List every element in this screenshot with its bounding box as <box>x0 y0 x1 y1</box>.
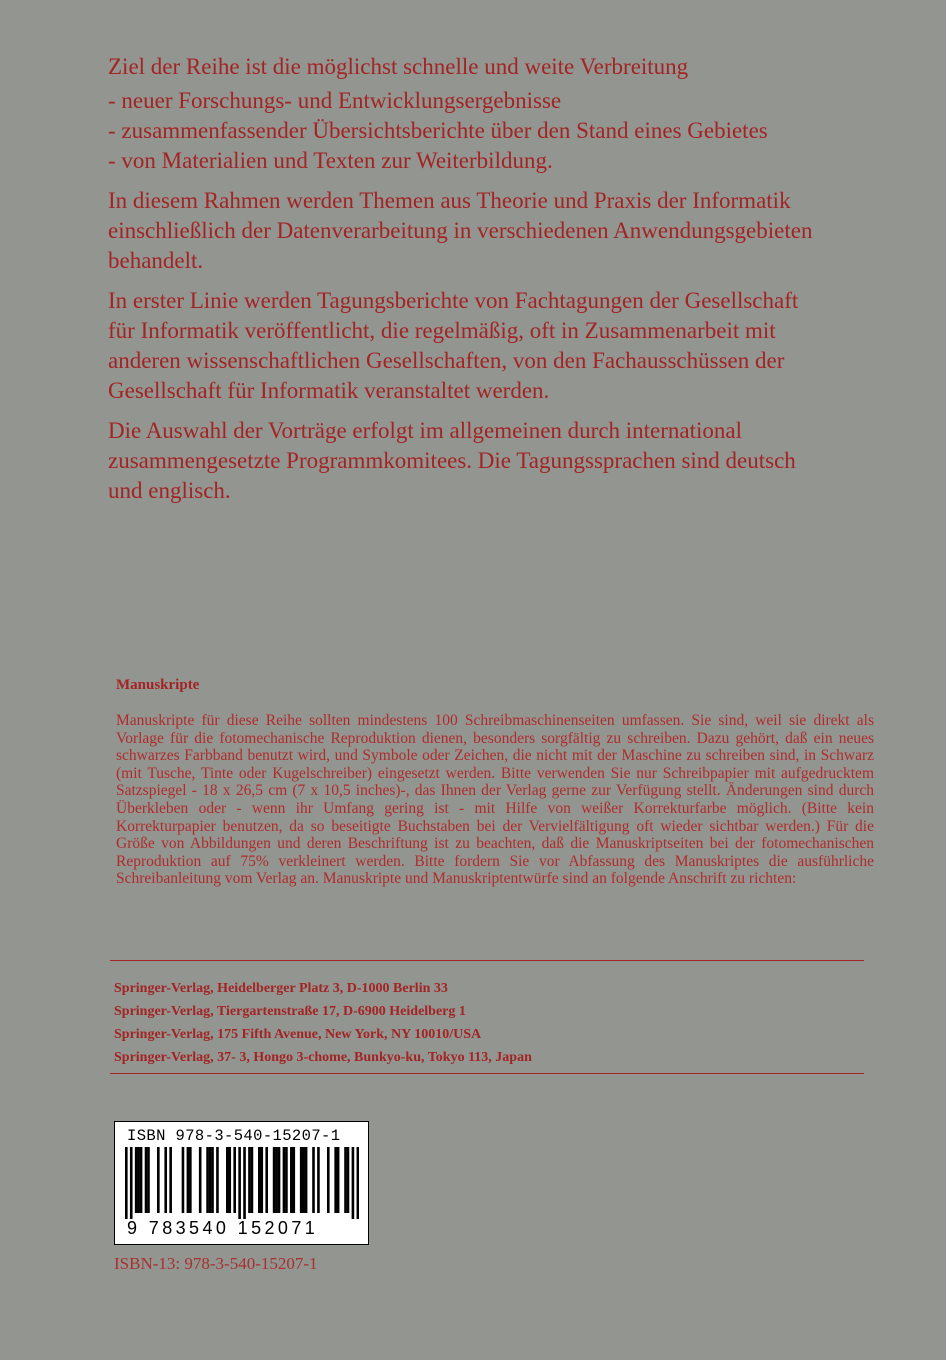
divider-top <box>110 960 864 961</box>
barcode-bar <box>347 1147 350 1213</box>
barcode-bar <box>233 1147 236 1213</box>
barcode-bar <box>125 1147 128 1219</box>
series-description <box>108 52 828 516</box>
barcode-bar <box>337 1147 340 1213</box>
manuscripts-section <box>116 676 874 888</box>
barcode-isbn-label: ISBN 978-3-540-15207-1 <box>127 1127 341 1145</box>
address-line: Springer-Verlag, Tiergartenstraße 17, D-6900 Heidelberg 1 <box>114 1004 466 1019</box>
barcode-bar <box>157 1147 160 1213</box>
barcode-bar <box>211 1147 214 1213</box>
barcode-bar <box>302 1147 305 1213</box>
barcode-bar <box>243 1147 246 1219</box>
barcode-bar <box>344 1147 347 1213</box>
barcode-bar <box>300 1147 303 1213</box>
barcode-bar <box>317 1147 320 1213</box>
barcode-bar <box>206 1147 209 1213</box>
barcode-bar <box>187 1147 190 1213</box>
barcode-bar <box>278 1147 281 1213</box>
divider-bottom <box>110 1073 864 1074</box>
barcode-bar <box>312 1147 315 1213</box>
barcode-bar <box>283 1147 286 1213</box>
address-line: Springer-Verlag, 175 Fifth Avenue, New York, NY 10010/USA <box>114 1027 482 1042</box>
barcode-bar <box>228 1147 231 1213</box>
barcode-bar <box>216 1147 219 1213</box>
address-list <box>114 977 874 1069</box>
barcode-bar <box>182 1147 185 1213</box>
barcode-bar <box>226 1147 229 1213</box>
intro-paragraph: In diesem Rahmen werden Themen aus Theorie und Praxis der Informatik einschließlich der Datenverarbeitung in verschiedenen Anwendungsgebieten behandelt. <box>108 188 813 273</box>
barcode-bar <box>292 1147 295 1213</box>
intro-paragraph: Die Auswahl der Vorträge erfolgt im allgemeinen durch international zusammengesetzte Programmkomitees. Die Tagungssprachen sind deutsch und englisch. <box>108 418 796 503</box>
barcode-digits: 9 783540 152071 <box>127 1218 319 1238</box>
barcode-bar <box>334 1147 337 1213</box>
barcode-bar <box>140 1147 143 1213</box>
barcode-bar <box>327 1147 330 1213</box>
barcode-bar <box>137 1147 140 1213</box>
isbn-13: ISBN-13: 978-3-540-15207-1 <box>114 1254 318 1273</box>
barcode-bar <box>130 1147 133 1219</box>
address-line: Springer-Verlag, 37- 3, Hongo 3-chome, Bunkyo-ku, Tokyo 113, Japan <box>114 1050 532 1065</box>
address-line: Springer-Verlag, Heidelberger Platz 3, D-1000 Berlin 33 <box>114 981 448 996</box>
manuscripts-body: Manuskripte für diese Reihe sollten mindestens 100 Schreibmaschinenseiten umfassen. Sie sind, weil sie direkt als Vorlage für die fotomechanische Reproduktion dienen, besonders sorgfältig zu schreiben. Dazu gehört, daß ein neues schwarzes Farbband benutzt wird, und Symbole oder Zeichen, die nicht mit der Maschine zu schreiben sind, in Schwarz (mit Tusche, Tinte oder Kugelschreiber) eingesetzt werden. Bitte verwenden Sie nur Schreibpapier mit aufgedrucktem Satzspiegel - 18 x 26,5 cm (7 x 10,5 inches)-, das Ihnen der Verlag gerne zur Verfügung stellt. Änderungen sind durch Überkleben oder - wenn ihr Umfang gering ist - mit Hilfe von weißer Korrekturfarbe möglich. (Bitte kein Korrekturpapier benutzen, da so beseitigte Buchstaben bei der Vervielfältigung oft wieder sichtbar werden.) Für die Größe von Abbildungen und deren Beschriftung ist zu beachten, daß die Manuskriptseiten bei der fotomechanischen Reproduktion auf 75% verkleinert werden. Bitte fordern Sie vor Abfassung des Manuskriptes die ausführliche Schreibanleitung vom Verlag an. Manuskripte und Manuskriptentwürfe sind an folgende Anschrift zu richten: <box>116 712 874 888</box>
barcode-bar <box>199 1147 202 1213</box>
barcode-bar <box>265 1147 268 1213</box>
barcode-bar <box>290 1147 293 1213</box>
barcode-bar <box>145 1147 148 1213</box>
barcode-bar <box>135 1147 138 1213</box>
manuscripts-heading: Manuskripte <box>116 677 200 693</box>
intro-paragraph: In erster Linie werden Tagungsberichte von Fachtagungen der Gesellschaft für Informatik veröffentlicht, die regelmäßig, oft in Zusammenarbeit mit anderen wissenschaftlichen Gesellschaften, von den Fachausschüssen der Gesellschaft für Informatik veranstaltet werden. <box>108 288 799 403</box>
barcode-bar <box>189 1147 192 1213</box>
barcode-bar <box>305 1147 308 1213</box>
goal-item: - von Materialien und Texten zur Weiterbildung. <box>108 148 553 173</box>
barcode <box>114 1121 369 1245</box>
barcode-bar <box>238 1147 241 1219</box>
barcode-bar <box>273 1147 276 1213</box>
barcode-bar <box>248 1147 251 1213</box>
goals-list <box>108 86 828 176</box>
barcode-bars <box>125 1147 359 1219</box>
goal-item: - neuer Forschungs- und Entwicklungsergebnisse <box>108 88 562 113</box>
barcode-bar <box>260 1147 263 1213</box>
barcode-bar <box>285 1147 288 1213</box>
barcode-bar <box>275 1147 278 1213</box>
barcode-bar <box>147 1147 150 1213</box>
barcode-bar <box>251 1147 254 1213</box>
goal-item: - zusammenfassender Übersichtsberichte über den Stand eines Gebietes <box>108 118 768 143</box>
barcode-bar <box>258 1147 261 1213</box>
barcode-bar <box>169 1147 172 1213</box>
intro-lead: Ziel der Reihe ist die möglichst schnelle und weite Verbreitung <box>108 54 689 79</box>
barcode-bar <box>209 1147 212 1213</box>
barcode-bar <box>357 1147 359 1219</box>
barcode-bar <box>164 1147 167 1213</box>
barcode-bar <box>352 1147 355 1219</box>
